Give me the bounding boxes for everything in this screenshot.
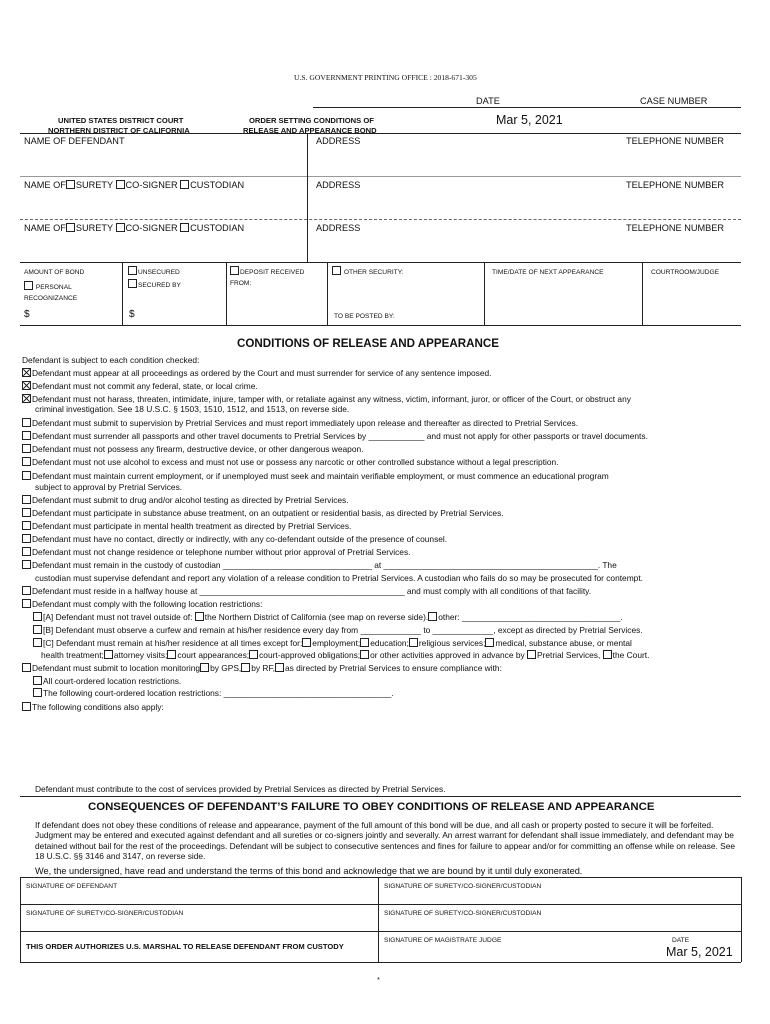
custodian-checkbox[interactable] — [180, 180, 189, 189]
rule — [20, 176, 741, 177]
gps-checkbox[interactable] — [200, 663, 209, 672]
signature-surety-field-1[interactable]: SIGNATURE OF SURETY/CO-SIGNER/CUSTODIAN — [384, 883, 542, 890]
court-name-line2: NORTHERN DISTRICT OF CALIFORNIA — [48, 126, 190, 135]
restriction-a-text: [A] Defendant must not travel outside of: — [43, 612, 193, 622]
other-activities-checkbox[interactable] — [360, 650, 369, 659]
following-restrictions-text: The following court-ordered location restrictions: ____________________________________. — [43, 688, 394, 698]
condition-9-checkbox[interactable] — [22, 495, 31, 504]
unsecured-label: UNSECURED — [138, 269, 180, 276]
northern-district-checkbox[interactable] — [195, 612, 204, 621]
condition-5-text: Defendant must surrender all passports and other travel documents to Pretrial Services by ____________ and must not apply for other passports or travel documents. — [32, 431, 648, 441]
condition-1-text: Defendant must appear at all proceedings as ordered by the Court and must surrender for service of any sentence imposed. — [32, 368, 492, 378]
condition-18-checkbox[interactable] — [22, 702, 31, 711]
rule — [20, 904, 741, 905]
court-appearances-text: court appearances; — [177, 650, 250, 660]
condition-2-text: Defendant must not commit any federal, state, or local crime. — [32, 381, 258, 391]
condition-18-text: The following conditions also apply: — [32, 702, 164, 712]
rule — [741, 877, 742, 962]
name-of-label: NAME OF — [24, 223, 66, 233]
rule — [20, 962, 741, 963]
other-security-checkbox[interactable] — [332, 266, 341, 275]
condition-2-checkbox[interactable] — [22, 381, 31, 390]
court-approved-checkbox[interactable] — [249, 650, 258, 659]
condition-6-text: Defendant must not possess any firearm, destructive device, or other dangerous weapon. — [32, 444, 364, 454]
rule — [20, 931, 741, 932]
condition-14 — [22, 560, 617, 571]
address-label: ADDRESS — [316, 180, 361, 190]
consequences-title: CONSEQUENCES OF DEFENDANT’S FAILURE TO OBEY CONDITIONS OF RELEASE AND APPEARANCE — [88, 801, 655, 813]
all-restrictions-text: All court-ordered location restrictions. — [43, 676, 182, 686]
condition-12-checkbox[interactable] — [22, 534, 31, 543]
education-text: education; — [370, 638, 409, 648]
unsecured-checkbox[interactable] — [128, 266, 137, 275]
co-signer-checkbox[interactable] — [116, 180, 125, 189]
restriction-a — [33, 612, 623, 623]
restriction-c-continued — [41, 650, 649, 661]
restriction-a-checkbox[interactable] — [33, 612, 42, 621]
condition-8-continued: subject to approval by Pretrial Services. — [35, 482, 183, 492]
signature-surety-field-2[interactable]: SIGNATURE OF SURETY/CO-SIGNER/CUSTODIAN — [26, 910, 184, 917]
condition-4-text: Defendant must submit to supervision by Pretrial Services and must report immediately upon release and thereafter as directed to Pretrial Services. — [32, 418, 579, 428]
signature-magistrate-field[interactable]: SIGNATURE OF MAGISTRATE JUDGE — [384, 937, 502, 944]
condition-8-text: Defendant must maintain current employment, or if unemployed must seek and maintain verifiable employment, or must commence an educational program — [32, 471, 609, 481]
address-label: ADDRESS — [316, 136, 361, 146]
rule — [20, 262, 741, 263]
party-row-2 — [24, 180, 244, 190]
condition-16-text: Defendant must comply with the following location restrictions: — [32, 599, 263, 609]
condition-10 — [22, 508, 504, 519]
condition-6-checkbox[interactable] — [22, 444, 31, 453]
court-appearances-checkbox[interactable] — [167, 650, 176, 659]
surety-checkbox[interactable] — [66, 180, 75, 189]
telephone-label: TELEPHONE NUMBER — [626, 223, 725, 233]
education-checkbox[interactable] — [360, 638, 369, 647]
condition-7-text: Defendant must not use alcohol to excess and must not use or possess any narcotic or other controlled substance without a legal prescription. — [32, 457, 559, 467]
rf-text: by RF, — [251, 663, 275, 673]
as-directed-text: as directed by Pretrial Services to ensure compliance with: — [284, 663, 502, 673]
rule — [642, 262, 643, 325]
signature-date-label: DATE — [672, 937, 690, 944]
health-treatment-text: health treatment; — [41, 650, 104, 660]
employment-checkbox[interactable] — [302, 638, 311, 647]
consequences-body: If defendant does not obey these conditions of release and appearance, payment of the full amount of this bond will be due, and all cash or property posted to secure it will be forfeited. Judgment may be entered and executed against defendant and all sureties or co-signers jointly and severally. An arrest warrant for defendant shall issue immediately, and defendant may be detained without bail for the rest of the proceedings. Defendant will be subject to consecutive sentences and fines for failure to appear and/or for committing an offense while on release. See 18 U.S.C. §§ 3146 and 3147, on reverse side. — [35, 820, 736, 862]
case-number-label: CASE NUMBER — [640, 96, 708, 106]
footer-mark: * — [377, 975, 380, 984]
condition-9 — [22, 495, 349, 506]
order-title-line2: RELEASE AND APPEARANCE BOND — [243, 126, 377, 135]
other-security-label: OTHER SECURITY: — [343, 269, 404, 276]
date-label: DATE — [476, 96, 500, 106]
order-date-value[interactable]: Mar 5, 2021 — [496, 113, 563, 127]
rule — [327, 262, 328, 325]
restriction-c-text: [C] Defendant must remain at his/her residence at all times except for: — [43, 638, 303, 648]
approval-court-text: the Court. — [612, 650, 650, 660]
secured-amount-dollar[interactable]: $ — [129, 309, 135, 320]
condition-5 — [22, 431, 648, 442]
amount-of-bond-label: AMOUNT OF BOND — [24, 269, 85, 276]
condition-13 — [22, 547, 410, 558]
secured-by-label: SECURED BY — [138, 282, 181, 289]
rule — [226, 262, 227, 325]
contribute-cost-text: Defendant must contribute to the cost of services provided by Pretrial Services as directed by Pretrial Services. — [35, 784, 446, 794]
condition-13-text: Defendant must not change residence or telephone number without prior approval of Pretrial Services. — [32, 547, 411, 557]
condition-12-text: Defendant must have no contact, directly or indirectly, with any co-defendant outside of the presence of counsel. — [32, 534, 448, 544]
telephone-label: TELEPHONE NUMBER — [626, 136, 725, 146]
employment-text: employment; — [312, 638, 361, 648]
condition-1-checkbox[interactable] — [22, 368, 31, 377]
restriction-c-checkbox[interactable] — [33, 638, 42, 647]
restriction-b-text: [B] Defendant must observe a curfew and remain at his/her residence every day from _____________ to _____________, except as directed by Pretrial Services. — [43, 625, 643, 635]
other-activities-text: or other activities approved in advance by — [370, 650, 525, 660]
surety-checkbox[interactable] — [66, 223, 75, 232]
rule — [378, 877, 379, 962]
name-of-defendant-label: NAME OF DEFENDANT — [24, 136, 125, 146]
all-restrictions-checkbox[interactable] — [33, 676, 42, 685]
condition-17-sub1 — [33, 676, 181, 687]
court-approved-text: court-approved obligations; — [259, 650, 361, 660]
rule — [20, 796, 741, 797]
condition-9-text: Defendant must submit to drug and/or alcohol testing as directed by Pretrial Services. — [32, 495, 349, 505]
telephone-label: TELEPHONE NUMBER — [626, 180, 725, 190]
northern-district-text: the Northern District of California (see map on reverse side). — [204, 612, 429, 622]
recognizance-label: RECOGNIZANCE — [24, 295, 78, 302]
medical-text: medical, substance abuse, or mental — [495, 638, 632, 648]
address-label: ADDRESS — [316, 223, 361, 233]
condition-17 — [22, 663, 502, 674]
unsecured-option — [128, 266, 180, 276]
signature-defendant-field[interactable]: SIGNATURE OF DEFENDANT — [26, 883, 118, 890]
rule — [20, 219, 741, 220]
condition-18 — [22, 702, 164, 713]
condition-11-checkbox[interactable] — [22, 521, 31, 530]
to-be-posted-label: TO BE POSTED BY: — [334, 313, 395, 320]
condition-7-checkbox[interactable] — [22, 457, 31, 466]
condition-4 — [22, 418, 578, 429]
condition-10-checkbox[interactable] — [22, 508, 31, 517]
rule — [307, 133, 308, 262]
courtroom-judge-label: COURTROOM/JUDGE — [651, 269, 720, 276]
rule — [20, 325, 741, 326]
custodian-checkbox[interactable] — [180, 223, 189, 232]
attorney-visits-checkbox[interactable] — [104, 650, 113, 659]
gps-text: by GPS, — [210, 663, 242, 673]
following-restrictions-checkbox[interactable] — [33, 688, 42, 697]
medical-checkbox[interactable] — [485, 638, 494, 647]
condition-5-checkbox[interactable] — [22, 431, 31, 440]
religious-services-text: religious services; — [418, 638, 486, 648]
condition-12 — [22, 534, 447, 545]
condition-6 — [22, 444, 363, 455]
condition-15 — [22, 586, 591, 597]
rule — [20, 877, 21, 962]
condition-3-continued: criminal investigation. See 18 U.S.C. § 1503, 1510, 1512, and 1513, on reverse side. — [35, 404, 350, 414]
condition-11 — [22, 521, 351, 532]
condition-3-checkbox[interactable] — [22, 394, 31, 403]
signature-surety-field-3[interactable]: SIGNATURE OF SURETY/CO-SIGNER/CUSTODIAN — [384, 910, 542, 917]
rule — [20, 133, 741, 134]
condition-16-checkbox[interactable] — [22, 599, 31, 608]
co-signer-label: CO-SIGNER — [125, 180, 178, 190]
deposit-received-option — [230, 266, 304, 276]
personal-recognizance-checkbox[interactable] — [24, 281, 33, 290]
attorney-visits-text: attorney visits; — [113, 650, 168, 660]
name-of-label: NAME OF — [24, 180, 66, 190]
secured-by-checkbox[interactable] — [128, 279, 137, 288]
conditions-intro: Defendant is subject to each condition checked: — [22, 355, 200, 365]
approval-pretrial-checkbox[interactable] — [527, 650, 536, 659]
rule — [122, 262, 123, 325]
personal-label: PERSONAL — [35, 284, 72, 291]
conditions-title: CONDITIONS OF RELEASE AND APPEARANCE — [237, 337, 499, 350]
deposit-received-checkbox[interactable] — [230, 266, 239, 275]
condition-14-continued: custodian must supervise defendant and report any violation of a release condition to Pretrial Services. A custodian who fails do so may be prosecuted for contempt. — [35, 573, 643, 583]
from-label: FROM: — [230, 280, 252, 287]
condition-10-text: Defendant must participate in substance abuse treatment, on an outpatient or residential basis, as directed by Pretrial Services. — [32, 508, 504, 518]
condition-15-checkbox[interactable] — [22, 586, 31, 595]
condition-17-checkbox[interactable] — [22, 663, 31, 672]
condition-2 — [22, 381, 258, 392]
co-signer-label: CO-SIGNER — [125, 223, 178, 233]
condition-3-text: Defendant must not harass, threaten, intimidate, injure, tamper with, or retaliate against any witness, victim, informant, juror, or officer of the Court, or obstruct any — [32, 394, 631, 404]
undersigned-statement: We, the undersigned, have read and understand the terms of this bond and acknowledge that we are bound by it until duly exonerated. — [35, 866, 583, 876]
marshal-authorization-text: THIS ORDER AUTHORIZES U.S. MARSHAL TO RELEASE DEFENDANT FROM CUSTODY — [26, 942, 344, 951]
custodian-label: CUSTODIAN — [190, 180, 245, 190]
co-signer-checkbox[interactable] — [116, 223, 125, 232]
condition-16 — [22, 599, 262, 610]
condition-14-checkbox[interactable] — [22, 560, 31, 569]
rule — [20, 877, 741, 878]
condition-4-checkbox[interactable] — [22, 418, 31, 427]
rule — [484, 262, 485, 325]
custodian-label: CUSTODIAN — [190, 223, 245, 233]
personal-recognizance-option — [24, 281, 72, 291]
condition-17-sub2 — [33, 688, 394, 699]
approval-pretrial-text: Pretrial Services, — [537, 650, 601, 660]
condition-7 — [22, 457, 559, 468]
condition-14-text: Defendant must remain in the custody of custodian ________________________________ at ______________________________________________. The — [32, 560, 617, 570]
restriction-b — [33, 625, 643, 636]
surety-label: SURETY — [75, 223, 113, 233]
party-row-3 — [24, 223, 244, 233]
condition-13-checkbox[interactable] — [22, 547, 31, 556]
secured-by-option — [128, 279, 181, 289]
other-security-option — [332, 266, 404, 276]
condition-8-checkbox[interactable] — [22, 471, 31, 480]
restriction-b-checkbox[interactable] — [33, 625, 42, 634]
religious-services-checkbox[interactable] — [409, 638, 418, 647]
other-location-text: other: __________________________________. — [438, 612, 623, 622]
bond-amount-dollar[interactable]: $ — [24, 309, 30, 320]
condition-17-text: Defendant must submit to location monitoring — [32, 663, 201, 673]
order-title-line1: ORDER SETTING CONDITIONS OF — [249, 116, 374, 125]
printing-office-line: U.S. GOVERNMENT PRINTING OFFICE : 2018-671-305 — [294, 73, 477, 82]
rf-checkbox[interactable] — [241, 663, 250, 672]
as-directed-checkbox[interactable] — [275, 663, 284, 672]
court-name-line1: UNITED STATES DISTRICT COURT — [58, 116, 184, 125]
restriction-c — [33, 638, 632, 649]
time-date-next-appearance-label: TIME/DATE OF NEXT APPEARANCE — [492, 269, 604, 276]
signature-date-value[interactable]: Mar 5, 2021 — [666, 945, 733, 959]
condition-8 — [22, 471, 609, 482]
condition-11-text: Defendant must participate in mental health treatment as directed by Pretrial Services. — [32, 521, 352, 531]
other-location-checkbox[interactable] — [428, 612, 437, 621]
condition-1 — [22, 368, 491, 379]
rule — [313, 107, 741, 108]
condition-15-text: Defendant must reside in a halfway house at ____________________________________________ and must comply with all conditions of that facility. — [32, 586, 592, 596]
approval-court-checkbox[interactable] — [603, 650, 612, 659]
surety-label: SURETY — [75, 180, 113, 190]
deposit-received-label: DEPOSIT RECEIVED — [240, 269, 305, 276]
